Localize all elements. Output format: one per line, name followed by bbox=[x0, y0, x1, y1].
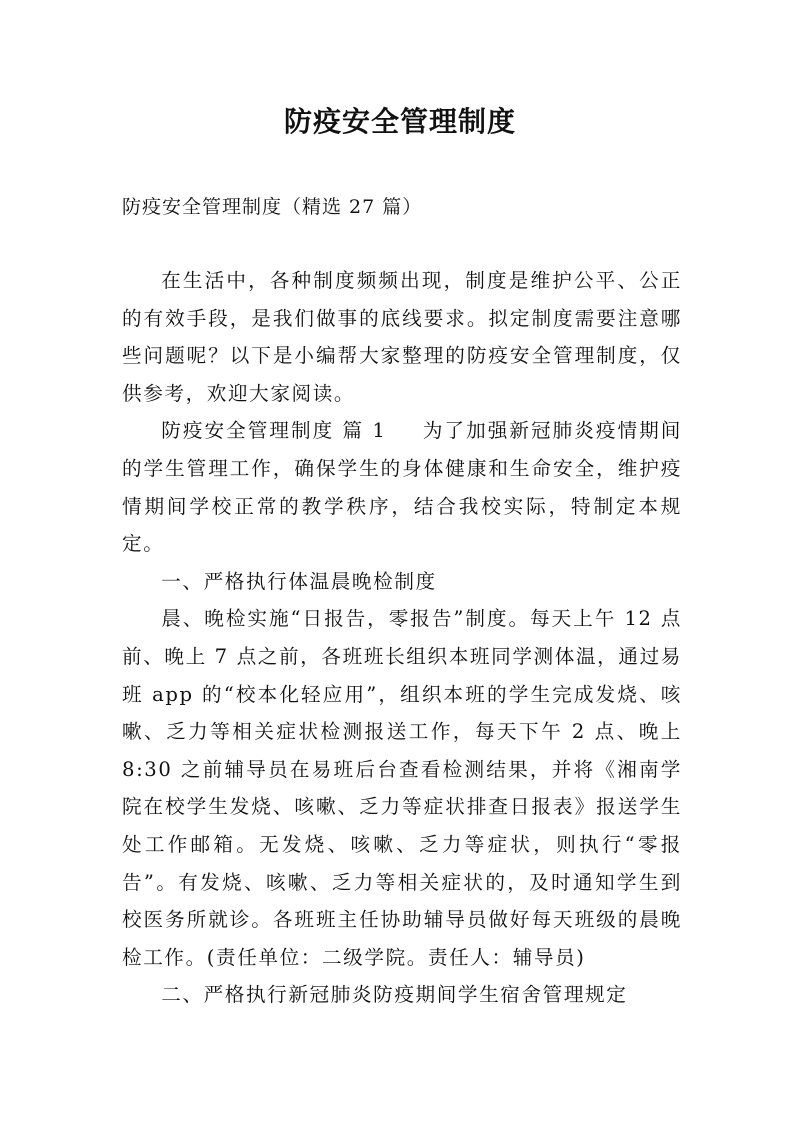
intro-paragraph: 在生活中，各种制度频频出现，制度是维护公平、公正的有效手段，是我们做事的底线要求。拟定制度需要注意哪些问题呢？以下是小编帮大家整理的防疫安全管理制度，仅供参考，欢迎大家阅读。 bbox=[122, 269, 682, 405]
article-text: 为了加强新冠肺炎疫情期间的学生管理工作，确保学生的身体健康和生命安全，维护疫情期间学校正常的教学秩序，结合我校实际，特制定本规定。 bbox=[122, 419, 683, 556]
article-label: 防疫安全管理制度 篇 1 bbox=[161, 419, 387, 443]
document-subtitle: 防疫安全管理制度（精选 27 篇） bbox=[122, 196, 423, 218]
section-1-heading: 一、严格执行体温晨晚检制度 bbox=[161, 569, 437, 593]
section-1-paragraph: 晨、晚检实施“日报告，零报告”制度。每天上午 12 点前、晚上 7 点之前，各班班长组织本班同学测体温，通过易班 app 的“校本化轻应用”，组织本班的学生完成发烧、咳嗽、乏力等相关症状检测报送工作，每天下午 2 点、晚上 8:30 之前辅导员在易班后台查看检测结果，并将《湘南学院在校学生发烧、咳嗽、乏力等症状排查日报表》报送学生处工作邮箱。无发烧、咳嗽、乏力等症状，则执行“零报告”。有发烧、咳嗽、乏力等相关症状的，及时通知学生到校医务所就诊。各班班主任协助辅导员做好每天班级的晨晚检工作。(责任单位：二级学院。责任人：辅导员) bbox=[122, 607, 682, 969]
section-2-heading: 二、严格执行新冠肺炎防疫期间学生宿舍管理规定 bbox=[161, 983, 628, 1007]
document-body bbox=[122, 262, 682, 1014]
document-title: 防疫安全管理制度 bbox=[283, 105, 516, 138]
article-paragraph bbox=[122, 412, 682, 562]
